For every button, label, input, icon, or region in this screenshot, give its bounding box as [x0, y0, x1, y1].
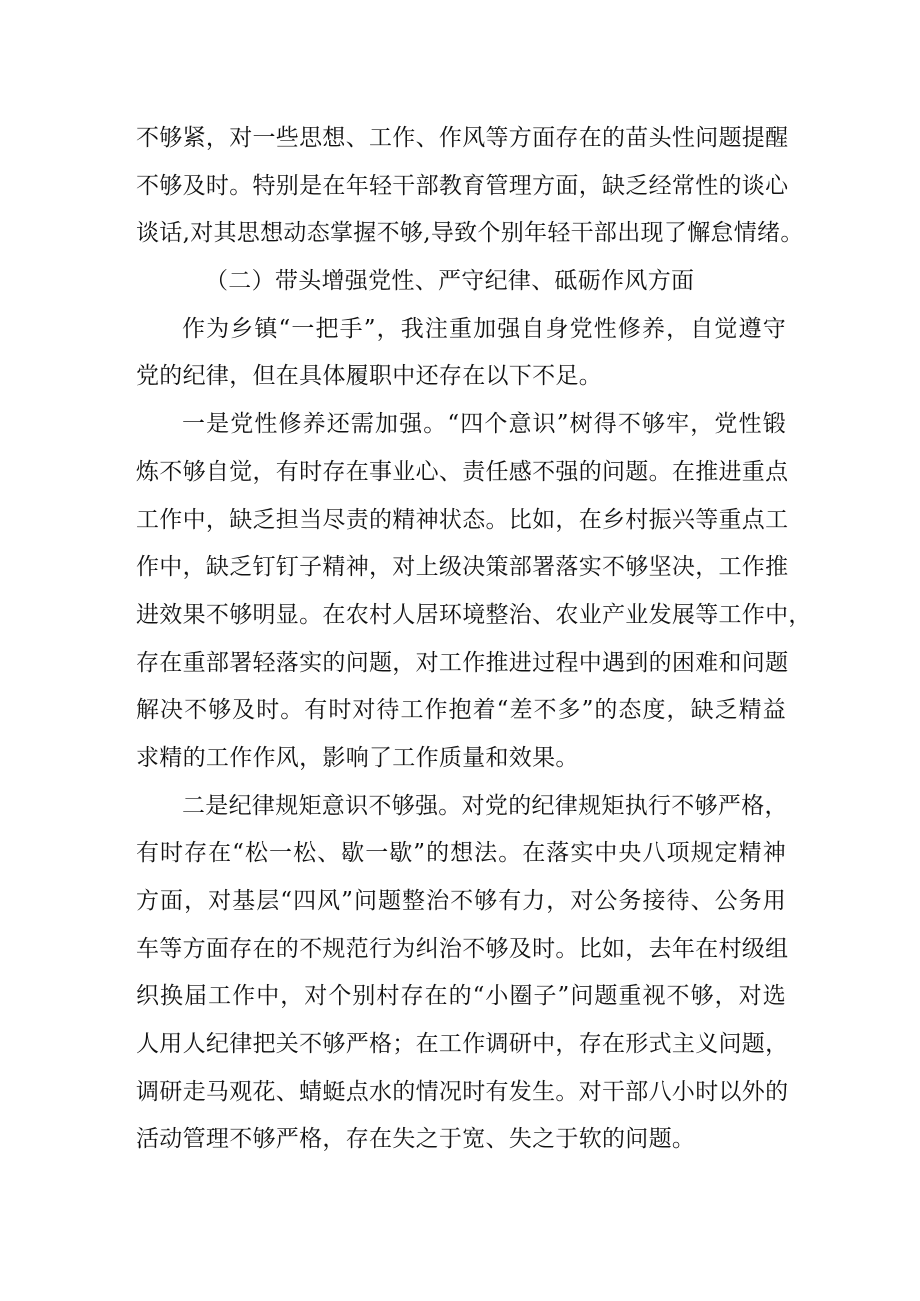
text-line: 一是党性修养还需加强。“四个意识”树得不够牢，党性锻: [182, 411, 786, 438]
text-line: 作中，缺乏钉钉子精神，对上级决策部署落实不够坚决，工作推: [136, 554, 789, 581]
section-heading: [136, 258, 786, 306]
text-line: 炼不够自觉，有时存在事业心、责任感不强的问题。在推进重点: [136, 458, 789, 485]
text-line: 进效果不够明显。在农村人居环境整治、农业产业发展等工作中，: [136, 601, 812, 628]
text-line: 不够紧，对一些思想、工作、作风等方面存在的苗头性问题提醒: [136, 125, 789, 151]
paragraph-intro: [136, 306, 786, 401]
text-line: 解决不够及时。有时对待工作抱着“差不多”的态度，缺乏精益: [136, 697, 786, 724]
text-line: 活动管理不够严格，存在失之于宽、失之于软的问题。: [136, 1126, 696, 1153]
text-line: 车等方面存在的不规范行为纠治不够及时。比如，去年在村级组: [136, 935, 789, 962]
paragraph-discipline: [136, 783, 789, 1165]
paragraph-party-spirit: [136, 401, 812, 783]
text-line: 方面，对基层“四风”问题整治不够有力，对公务接待、公务用: [136, 888, 786, 914]
paragraph-continuation: [136, 115, 804, 258]
text-line: 有时存在“松一松、歇一歇”的想法。在落实中央八项规定精神: [136, 840, 786, 867]
text-line: 工作中，缺乏担当尽责的精神状态。比如，在乡村振兴等重点工: [136, 506, 789, 533]
section-heading-text: （二）带头增强党性、严守纪律、砥砺作风方面: [205, 268, 695, 295]
text-line: 二是纪律规矩意识不够强。对党的纪律规矩执行不够严格，: [182, 792, 788, 819]
text-line: 谈话,对其思想动态掌握不够,导致个别年轻干部出现了懈怠情绪。: [136, 220, 804, 247]
text-line: 存在重部署轻落实的问题，对工作推进过程中遇到的困难和问题: [136, 649, 789, 676]
text-line: 调研走马观花、蜻蜓点水的情况时有发生。对干部八小时以外的: [136, 1078, 789, 1105]
text-line: 作为乡镇“一把手”，我注重加强自身党性修养，自觉遵守: [182, 315, 786, 342]
text-line: 人用人纪律把关不够严格；在工作调研中，存在形式主义问题，: [136, 1031, 789, 1058]
text-line: 织换届工作中，对个别村存在的“小圈子”问题重视不够，对选: [136, 983, 786, 1010]
document-body: [136, 115, 812, 1164]
text-line: 求精的工作作风，影响了工作质量和效果。: [136, 744, 579, 771]
text-line: 党的纪律，但在具体履职中还存在以下不足。: [136, 363, 602, 390]
text-line: 不够及时。特别是在年轻干部教育管理方面，缺乏经常性的谈心: [136, 172, 789, 199]
